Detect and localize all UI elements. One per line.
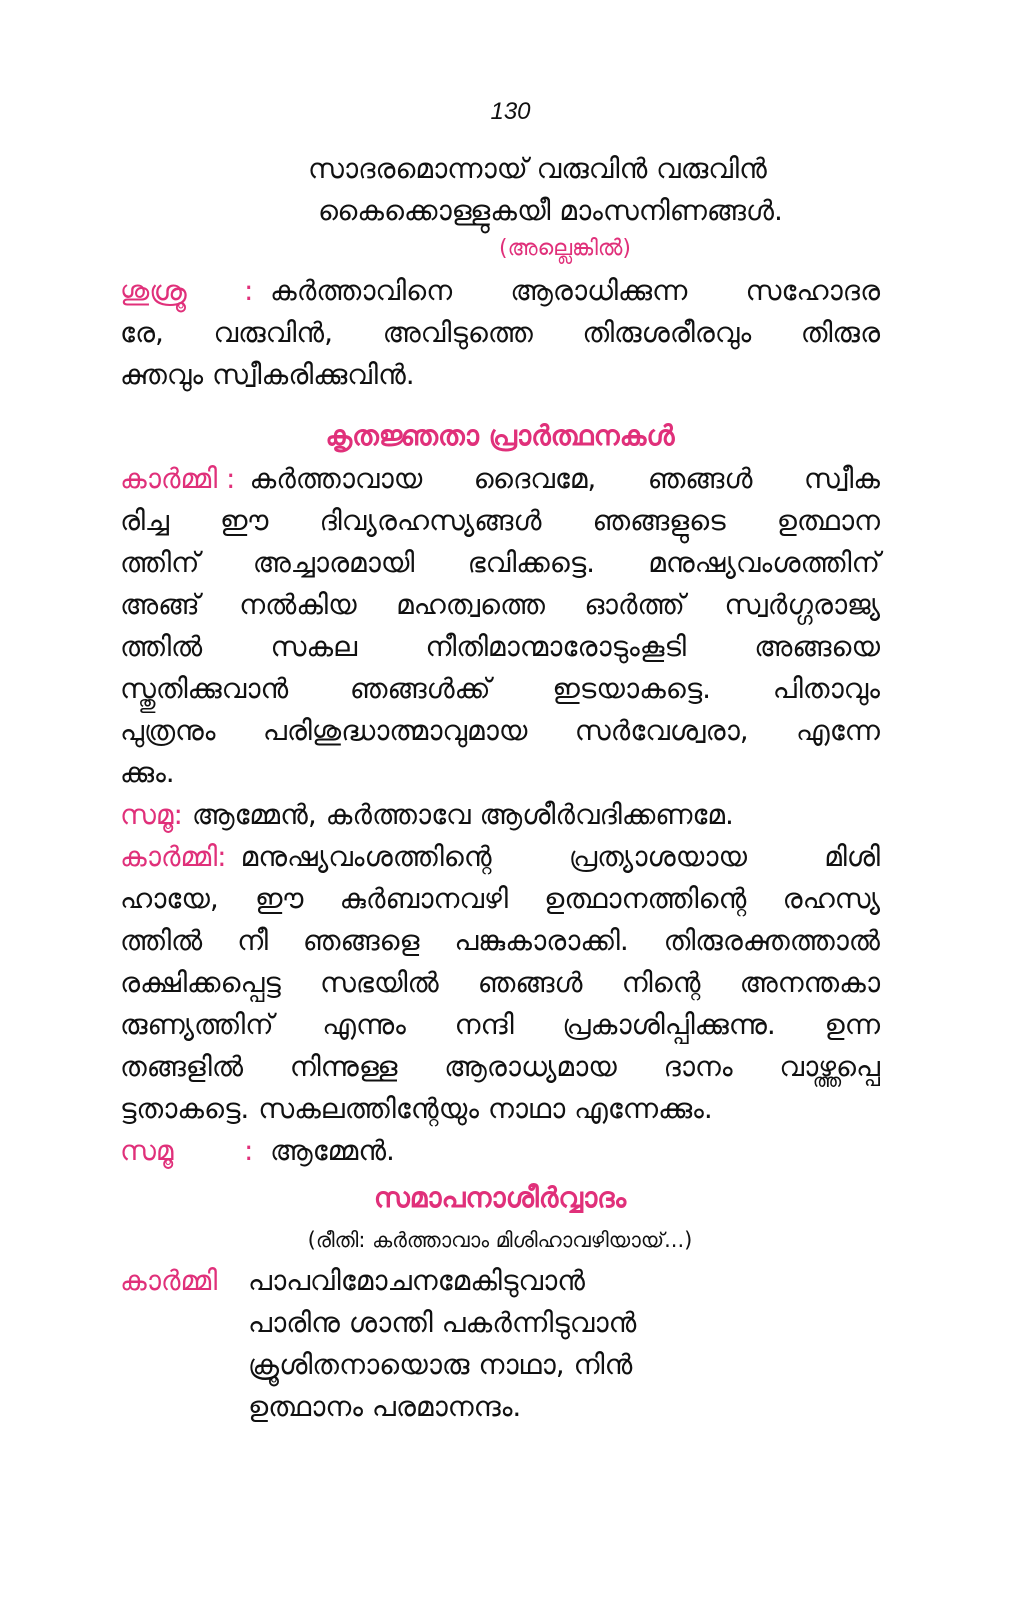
celebrant-text: രിച്ച ഈ ദിവ്യരഹസ്യങ്ങൾ ഞങ്ങളുടെ ഉത്ഥാന xyxy=(120,504,880,537)
celebrant-text: പുത്രനും പരിശുദ്ധാത്മാവുമായ സർവേശ്വരാ, എന്നേ xyxy=(120,714,880,747)
hymn-line: ഉത്ഥാനം പരമാനന്ദം. xyxy=(248,1390,522,1423)
server-text: കർത്താവിനെ ആരാധിക്കുന്ന സഹോദര xyxy=(270,274,880,307)
intro-verse-line: സാദരമൊന്നായ് വരുവിൻ വരുവിൻ xyxy=(308,152,767,185)
celebrant-text: ക്കും. xyxy=(120,756,175,789)
intro-verse xyxy=(308,148,880,232)
alternative-label: (അല്ലെങ്കിൽ) xyxy=(499,236,631,261)
speaker-label: സമൂ: xyxy=(120,798,183,831)
section-heading: സമാപനാശീർവ്വാദം xyxy=(373,1181,627,1214)
celebrant-text: രക്ഷിക്കപ്പെട്ട സഭയിൽ ഞങ്ങൾ നിന്റെ അനന്തകാ xyxy=(120,966,880,999)
celebrant-line xyxy=(120,458,880,500)
people-text: ആമ്മേൻ, കർത്താവേ ആശീർവദിക്കണമേ. xyxy=(191,798,734,831)
hymn-line: ക്രൂശിതനായൊരു നാഥാ, നിൻ xyxy=(248,1348,633,1381)
celebrant-text: ത്തിൽ സകല നീതിമാന്മാരോടുംകൂടി അങ്ങയെ xyxy=(120,630,880,663)
celebrant-block xyxy=(120,836,880,1130)
celebrant-text: ഹായേ, ഈ കുർബാനവഴി ഉത്ഥാനത്തിന്റെ രഹസ്യ xyxy=(120,882,880,915)
speaker-label: കാർമ്മി xyxy=(120,1264,218,1297)
people-block xyxy=(120,794,880,836)
speaker-label: ശുശ്രൂ xyxy=(120,274,187,307)
server-text: ക്തവും സ്വീകരിക്കുവിൻ. xyxy=(120,358,415,391)
server-line xyxy=(120,270,880,312)
celebrant-text: ത്തിൽ നീ ഞങ്ങളെ പങ്കുകാരാക്കി. തിരുരക്തത്താൽ xyxy=(120,924,880,957)
speaker-separator: : xyxy=(244,274,254,307)
celebrant-text: അങ്ങ് നൽകിയ മഹത്വത്തെ ഓർത്ത് സ്വർഗ്ഗരാജ്യ xyxy=(120,588,880,621)
celebrant-block xyxy=(120,458,880,794)
celebrant-line xyxy=(120,836,880,878)
hymn-block xyxy=(120,1260,880,1428)
speaker-separator: : xyxy=(244,1134,254,1167)
page-body xyxy=(120,90,880,1428)
tune-note: (രീതി: കർത്താവാം മിശിഹാവഴിയായ്...) xyxy=(307,1228,693,1252)
page-number: 130 xyxy=(490,98,531,125)
people-text: ആമ്മേൻ. xyxy=(270,1134,395,1167)
section-heading: കൃതജ്ഞതാ പ്രാർത്ഥനകൾ xyxy=(325,419,675,452)
celebrant-text: തങ്ങളിൽ നിന്നുള്ള ആരാധ്യമായ ദാനം വാഴ്ത്തപ്പെ xyxy=(120,1050,880,1083)
server-block xyxy=(120,270,880,396)
celebrant-text: ത്തിന് അച്ചാരമായി ഭവിക്കട്ടെ. മനുഷ്യവംശത്തിന് xyxy=(120,546,880,579)
people-block xyxy=(120,1130,880,1172)
speaker-label: സമൂ xyxy=(120,1134,174,1167)
speaker-label: കാർമ്മി : xyxy=(120,462,236,495)
hymn-line: പാപവിമോചനമേകിടുവാൻ xyxy=(248,1264,585,1297)
celebrant-text: കർത്താവായ ദൈവമേ, ഞങ്ങൾ സ്വീക xyxy=(249,462,880,495)
celebrant-text: ട്ടതാകട്ടെ. സകലത്തിന്റേയും നാഥാ എന്നേക്കും. xyxy=(120,1092,713,1125)
intro-verse-line: കൈക്കൊള്ളുകയീ മാംസനിണങ്ങൾ. xyxy=(318,194,783,227)
server-text: രേ, വരുവിൻ, അവിടുത്തെ തിരുശരീരവും തിരുര xyxy=(120,316,880,349)
celebrant-text: സ്തുതിക്കുവാൻ ഞങ്ങൾക്ക് ഇടയാകട്ടെ. പിതാവും xyxy=(120,672,880,705)
hymn-line: പാരിനു ശാന്തി പകർന്നിടുവാൻ xyxy=(248,1306,637,1339)
celebrant-text: രുണ്യത്തിന് എന്നും നന്ദി പ്രകാശിപ്പിക്കുന്നു. ഉന്ന xyxy=(120,1008,880,1041)
hymn-lines xyxy=(248,1260,636,1428)
celebrant-text: മനുഷ്യവംശത്തിന്റെ പ്രത്യാശയായ മിശി xyxy=(240,840,880,873)
speaker-label: കാർമ്മി: xyxy=(120,840,227,873)
